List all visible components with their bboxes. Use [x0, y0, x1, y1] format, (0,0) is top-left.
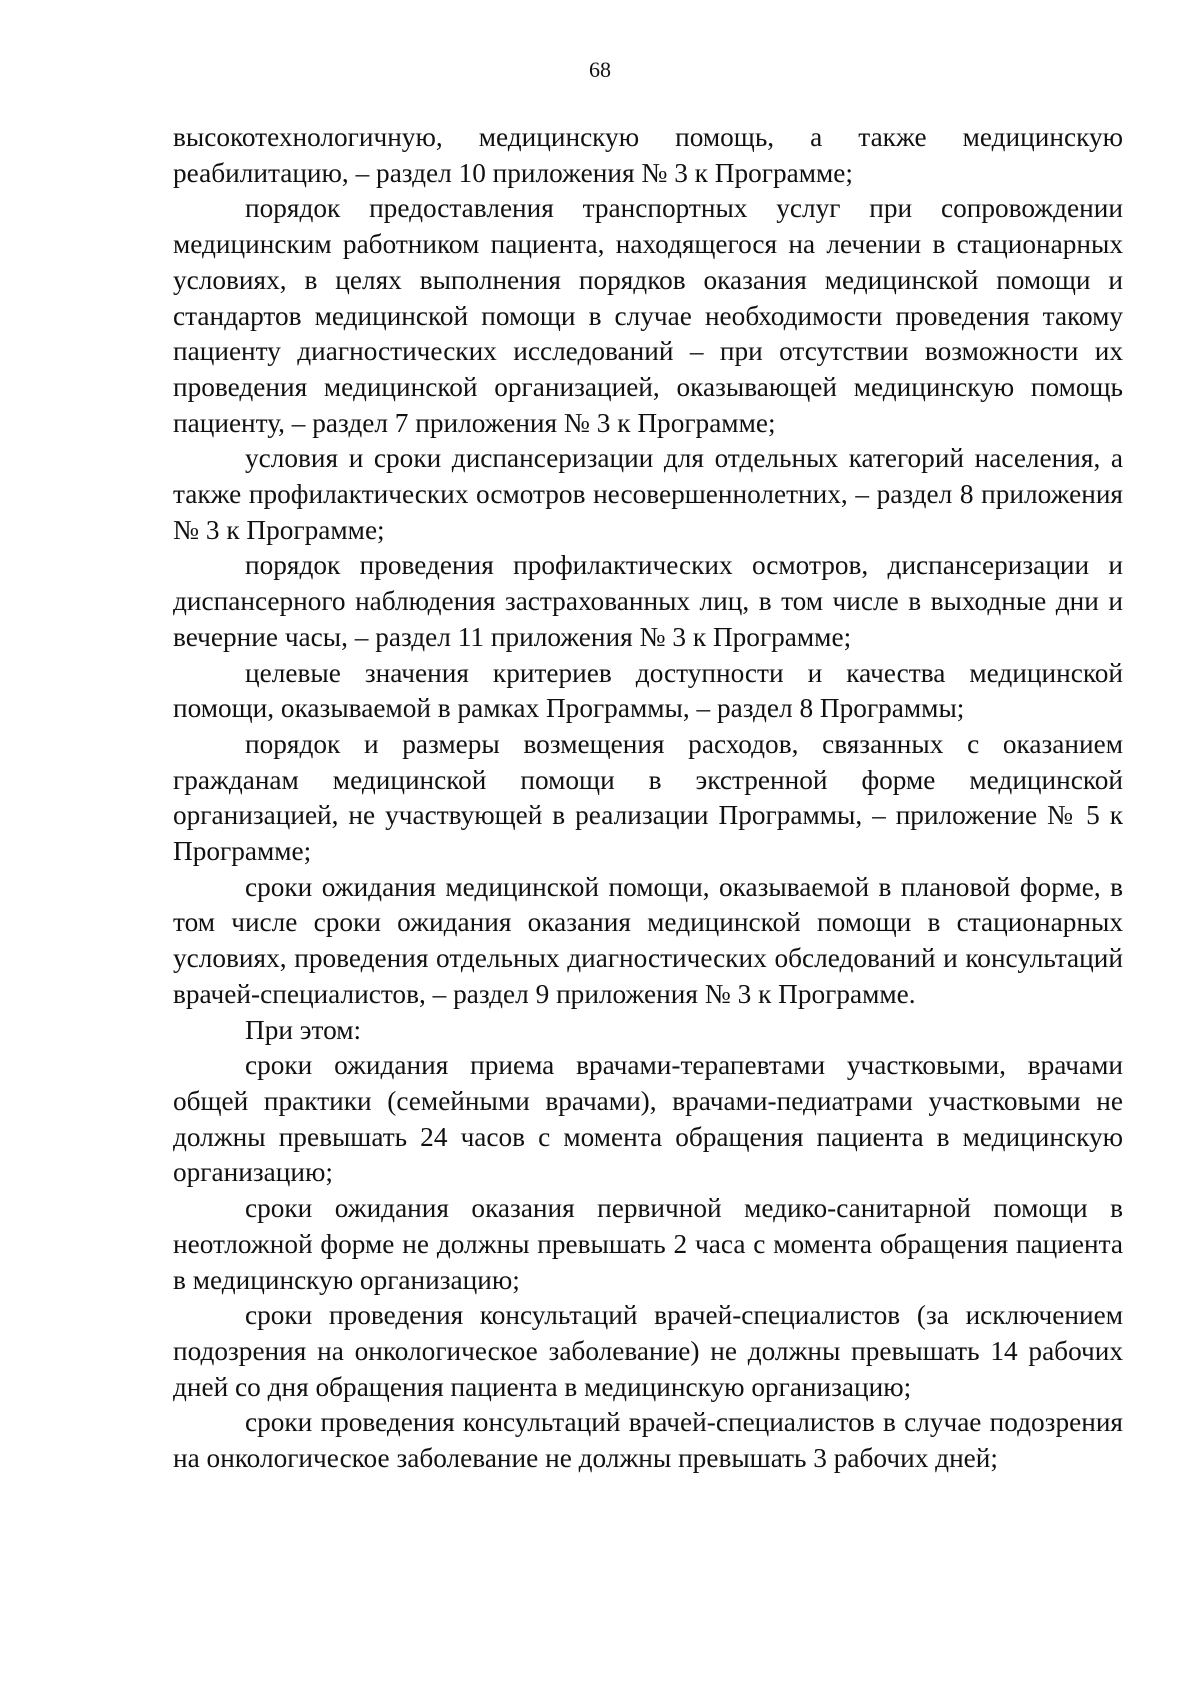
paragraph-reimbursement-order: порядок и размеры возмещения расходов, связанных с оказанием гражданам медицинской помощи в экстренной форме медицинской организацией, не участвующей в реализации Программы, – приложение № 5 к Программе;	[173, 728, 1123, 867]
page-number: 68	[589, 57, 611, 82]
paragraph-waiting-times: сроки ожидания медицинской помощи, оказываемой в плановой форме, в том числе сроки ожидания оказания медицинской помощи в стационарных условиях, проведения отдельных диагностических обследований и консультаций врачей-специалистов, – раздел 9 приложения № 3 к Программе.	[173, 871, 1123, 1009]
document-body	[173, 120, 1123, 1477]
paragraph-preventive-exams-order: порядок проведения профилактических осмотров, диспансеризации и диспансерного наблюдения застрахованных лиц, в том числе в выходные дни и вечерние часы, – раздел 11 приложения № 3 к Программе;	[173, 550, 1123, 652]
paragraph-specialist-consultations: сроки проведения консультаций врачей-специалистов (за исключением подозрения на онкологическое заболевание) не должны превышать 14 рабочих дней со дня обращения пациента в медицинскую организацию;	[173, 1300, 1123, 1402]
paragraph-urgent-care-waiting: сроки ожидания оказания первичной медико-санитарной помощи в неотложной форме не должны превышать 2 часа с момента обращения пациента в медицинскую организацию;	[173, 1193, 1123, 1295]
paragraph-dispensarization-conditions: условия и сроки диспансеризации для отдельных категорий населения, а также профилактических осмотров несовершеннолетних, – раздел 8 приложения № 3 к Программе;	[173, 443, 1123, 545]
paragraph-oncology-consultations: сроки проведения консультаций врачей-специалистов в случае подозрения на онкологическое заболевание не должны превышать 3 рабочих дней;	[173, 1407, 1123, 1474]
paragraph-therapist-waiting: сроки ожидания приема врачами-терапевтами участковыми, врачами общей практики (семейными врачами), врачами-педиатрами участковыми не должны превышать 24 часов с момента обращения пациента в медицинскую организацию;	[173, 1050, 1123, 1188]
paragraph-continuation: высокотехнологичную, медицинскую помощь, а также медицинскую реабилитацию, – раздел 10 приложения № 3 к Программе;	[173, 122, 1123, 188]
paragraph-transport-services: порядок предоставления транспортных услуг при сопровождении медицинским работником пациента, находящегося на лечении в стационарных условиях, в целях выполнения порядков оказания медицинской помощи и стандартов медицинской помощи в случае необходимости проведения такому пациенту диагностических исследований – при отсутствии возможности их проведения медицинской организацией, оказывающей медицинскую помощь пациенту, – раздел 7 приложения № 3 к Программе;	[173, 193, 1123, 438]
paragraph-in-this-case: При этом:	[245, 1014, 362, 1045]
paragraph-target-criteria: целевые значения критериев доступности и качества медицинской помощи, оказываемой в рамках Программы, – раздел 8 Программы;	[173, 657, 1123, 724]
